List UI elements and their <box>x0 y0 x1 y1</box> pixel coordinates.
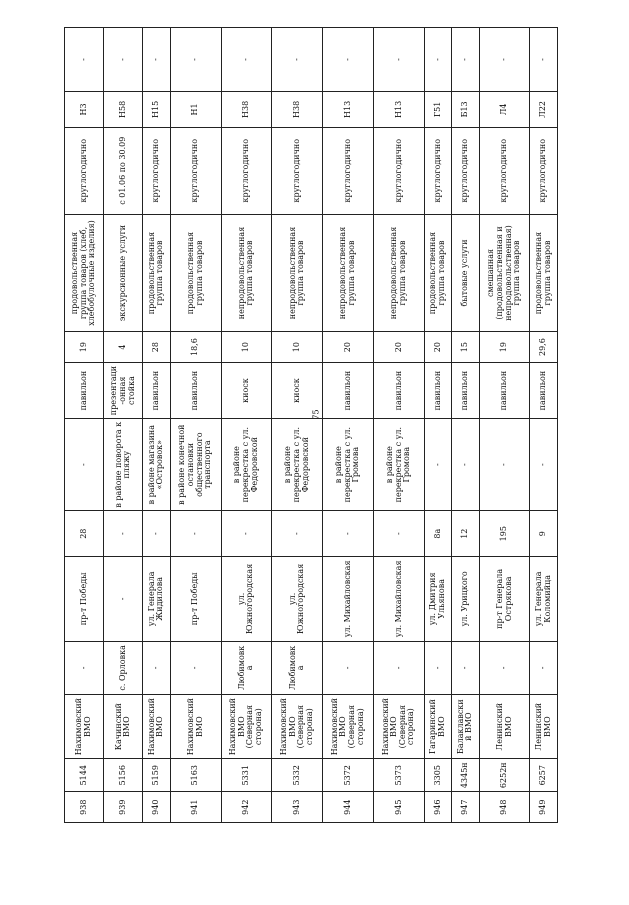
cell-house: 28 <box>65 511 104 557</box>
cell-code2: Л22 <box>530 92 558 128</box>
cell-specialization: продовольственная группа товаров <box>170 214 221 332</box>
cell-period: круглогодично <box>143 127 170 214</box>
cell-landmark: - <box>530 419 558 511</box>
cell-code: 4345н <box>452 759 479 792</box>
cell-locality: - <box>452 641 479 695</box>
cell-type: киоск <box>272 362 323 418</box>
cell-code: 6257 <box>530 759 558 792</box>
cell-note: - <box>143 28 170 92</box>
cell-house: - <box>272 511 323 557</box>
cell-period: круглогодично <box>221 127 272 214</box>
cell-district: Ленинский ВМО <box>479 695 530 759</box>
table-row <box>373 28 424 823</box>
cell-street: пр-т Генерала Острякова <box>479 557 530 641</box>
cell-specialization: экскурсионные услуги <box>104 214 143 332</box>
cell-num: 943 <box>272 792 323 823</box>
cell-area: 28 <box>143 332 170 363</box>
cell-area: 19 <box>65 332 104 363</box>
cell-district: Гагаринский ВМО <box>424 695 451 759</box>
cell-note: - <box>65 28 104 92</box>
cell-period: круглогодично <box>452 127 479 214</box>
cell-landmark: - <box>479 419 530 511</box>
cell-period: круглогодично <box>65 127 104 214</box>
cell-landmark: - <box>424 419 451 511</box>
cell-code2: Н38 <box>272 92 323 128</box>
page-number: 75 <box>311 409 321 420</box>
cell-period: круглогодично <box>272 127 323 214</box>
cell-locality: - <box>323 641 374 695</box>
cell-landmark: в районе перекрестка с ул. Громова <box>323 419 374 511</box>
cell-locality: - <box>65 641 104 695</box>
cell-street: пр-т Победы <box>170 557 221 641</box>
cell-landmark: в районе перекрестка с ул. Федоровской <box>272 419 323 511</box>
cell-landmark: в районе поворота к пляжу <box>104 419 143 511</box>
table-row <box>104 28 143 823</box>
cell-area: 20 <box>373 332 424 363</box>
cell-code2: Б13 <box>452 92 479 128</box>
cell-house: 195 <box>479 511 530 557</box>
cell-num: 946 <box>424 792 451 823</box>
cell-period: круглогодично <box>373 127 424 214</box>
cell-code2: Н38 <box>221 92 272 128</box>
cell-code2: Н15 <box>143 92 170 128</box>
cell-type: павильон <box>323 362 374 418</box>
cell-house: 9 <box>530 511 558 557</box>
cell-type: киоск <box>221 362 272 418</box>
cell-code: 5144 <box>65 759 104 792</box>
cell-locality: с. Орловка <box>104 641 143 695</box>
cell-code: 3305 <box>424 759 451 792</box>
cell-specialization: непродовольственная группа товаров <box>323 214 374 332</box>
cell-district: Нахимовский ВМО <box>143 695 170 759</box>
cell-num: 941 <box>170 792 221 823</box>
cell-code2: Н13 <box>323 92 374 128</box>
cell-type: павильон <box>530 362 558 418</box>
cell-note: - <box>530 28 558 92</box>
cell-num: 938 <box>65 792 104 823</box>
cell-num: 942 <box>221 792 272 823</box>
cell-house: - <box>104 511 143 557</box>
cell-area: 4 <box>104 332 143 363</box>
cell-code2: Н3 <box>65 92 104 128</box>
cell-district: Нахимовский ВМО <box>65 695 104 759</box>
cell-period: с 01.06 по 30.09 <box>104 127 143 214</box>
cell-code2: Л4 <box>479 92 530 128</box>
cell-district: Нахимовский ВМО (Северная сторона) <box>272 695 323 759</box>
cell-street: ул. Михайловская <box>323 557 374 641</box>
cell-code: 5163 <box>170 759 221 792</box>
cell-num: 949 <box>530 792 558 823</box>
cell-note: - <box>104 28 143 92</box>
cell-note: - <box>373 28 424 92</box>
table-row <box>143 28 170 823</box>
cell-code: 5332 <box>272 759 323 792</box>
cell-period: круглогодично <box>170 127 221 214</box>
cell-street: ул. Михайловская <box>373 557 424 641</box>
table-row <box>65 28 104 823</box>
cell-type: павильон <box>143 362 170 418</box>
cell-area: 19 <box>479 332 530 363</box>
table-body <box>65 28 558 823</box>
cell-code: 5372 <box>323 759 374 792</box>
registry-table <box>64 27 558 823</box>
cell-note: - <box>272 28 323 92</box>
cell-type: павильон <box>424 362 451 418</box>
cell-locality: - <box>373 641 424 695</box>
cell-district: Балаклавский ВМО <box>452 695 479 759</box>
cell-area: 10 <box>272 332 323 363</box>
cell-code2: Н13 <box>373 92 424 128</box>
table-row <box>424 28 451 823</box>
cell-house: 12 <box>452 511 479 557</box>
table-row <box>323 28 374 823</box>
cell-landmark: - <box>65 419 104 511</box>
cell-street: ул. Южногородская <box>272 557 323 641</box>
cell-street: - <box>104 557 143 641</box>
cell-specialization: бытовые услуги <box>452 214 479 332</box>
cell-district: Качинский ВМО <box>104 695 143 759</box>
cell-specialization: непродовольственная группа товаров <box>272 214 323 332</box>
cell-num: 944 <box>323 792 374 823</box>
cell-street: ул. Генерала Жидилова <box>143 557 170 641</box>
cell-note: - <box>221 28 272 92</box>
cell-type: павильон <box>65 362 104 418</box>
cell-locality: - <box>170 641 221 695</box>
cell-landmark: в районе конечной остановки общественного транспорта <box>170 419 221 511</box>
cell-type: павильон <box>479 362 530 418</box>
cell-street: ул. Южногородская <box>221 557 272 641</box>
cell-house: - <box>221 511 272 557</box>
cell-landmark: в районе перекрестка с ул. Федоровской <box>221 419 272 511</box>
cell-specialization: непродовольственная группа товаров <box>373 214 424 332</box>
cell-note: - <box>170 28 221 92</box>
cell-type: павильон <box>452 362 479 418</box>
cell-area: 10 <box>221 332 272 363</box>
cell-district: Нахимовский ВМО (Северная сторона) <box>221 695 272 759</box>
cell-code2: Г51 <box>424 92 451 128</box>
cell-type: презентаци-онная стойка <box>104 362 143 418</box>
cell-house: - <box>143 511 170 557</box>
table-row <box>452 28 479 823</box>
cell-code2: Н1 <box>170 92 221 128</box>
cell-landmark: - <box>452 419 479 511</box>
cell-house: - <box>170 511 221 557</box>
cell-note: - <box>323 28 374 92</box>
cell-locality: Любимовка <box>221 641 272 695</box>
cell-locality: - <box>530 641 558 695</box>
cell-street: ул. Генерала Коломийца <box>530 557 558 641</box>
cell-locality: - <box>479 641 530 695</box>
cell-house: - <box>373 511 424 557</box>
cell-area: 29,6 <box>530 332 558 363</box>
cell-specialization: продовольственная группа товаров <box>143 214 170 332</box>
cell-locality: - <box>424 641 451 695</box>
table-row <box>272 28 323 823</box>
cell-code: 6252н <box>479 759 530 792</box>
cell-num: 940 <box>143 792 170 823</box>
table-row <box>530 28 558 823</box>
cell-street: ул. Урицкого <box>452 557 479 641</box>
cell-area: 20 <box>424 332 451 363</box>
cell-district: Нахимовский ВМО (Северная сторона) <box>323 695 374 759</box>
cell-type: павильон <box>170 362 221 418</box>
cell-code2: Н58 <box>104 92 143 128</box>
cell-area: 18,6 <box>170 332 221 363</box>
cell-district: Нахимовский ВМО <box>170 695 221 759</box>
cell-district: Нахимовский ВМО (Северная сторона) <box>373 695 424 759</box>
cell-street: пр-т Победы <box>65 557 104 641</box>
cell-num: 947 <box>452 792 479 823</box>
table-row <box>221 28 272 823</box>
cell-period: круглогодично <box>479 127 530 214</box>
table-row <box>479 28 530 823</box>
cell-house: - <box>323 511 374 557</box>
cell-period: круглогодично <box>530 127 558 214</box>
cell-type: павильон <box>373 362 424 418</box>
cell-note: - <box>479 28 530 92</box>
cell-area: 15 <box>452 332 479 363</box>
cell-landmark: в районе магазина «Островок» <box>143 419 170 511</box>
cell-num: 948 <box>479 792 530 823</box>
cell-code: 5159 <box>143 759 170 792</box>
cell-specialization: непродовольственная группа товаров <box>221 214 272 332</box>
cell-note: - <box>452 28 479 92</box>
cell-area: 20 <box>323 332 374 363</box>
cell-code: 5373 <box>373 759 424 792</box>
cell-house: 8а <box>424 511 451 557</box>
cell-note: - <box>424 28 451 92</box>
cell-locality: Любимовка <box>272 641 323 695</box>
cell-period: круглогодично <box>323 127 374 214</box>
registry-table-container <box>64 27 558 823</box>
cell-specialization: продовольственная группа товаров (хлеб, хлебобулочные изделия) <box>65 214 104 332</box>
cell-code: 5331 <box>221 759 272 792</box>
cell-num: 939 <box>104 792 143 823</box>
cell-num: 945 <box>373 792 424 823</box>
cell-locality: - <box>143 641 170 695</box>
cell-period: круглогодично <box>424 127 451 214</box>
table-row <box>170 28 221 823</box>
cell-specialization: продовольственная группа товаров <box>424 214 451 332</box>
cell-code: 5156 <box>104 759 143 792</box>
cell-street: ул. Дмитрия Ульянова <box>424 557 451 641</box>
cell-district: Ленинский ВМО <box>530 695 558 759</box>
cell-landmark: в районе перекрестка с ул. Громова <box>373 419 424 511</box>
cell-specialization: продовольственная группа товаров <box>530 214 558 332</box>
cell-specialization: смешанная (продовольственная и непродовольственная) группа товаров <box>479 214 530 332</box>
